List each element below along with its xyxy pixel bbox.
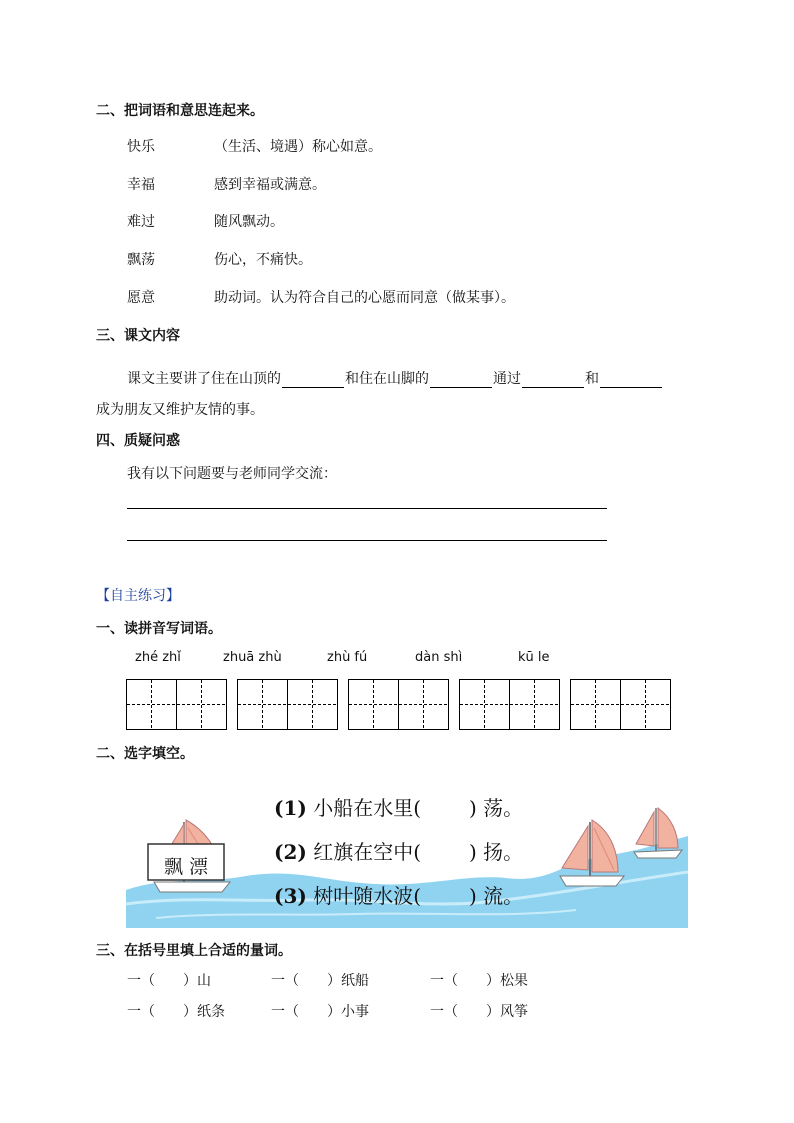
content-sentence — [127, 368, 663, 388]
match-meaning: 随风飘动。 — [214, 214, 284, 230]
answer-line[interactable] — [127, 508, 607, 509]
match-meaning: （生活、境遇）称心如意。 — [214, 139, 382, 155]
section-heading-pinyin: 一、读拼音写词语。 — [96, 621, 222, 637]
sentence-before: 树叶随水波( — [313, 884, 422, 908]
sentence-number: (3) — [274, 884, 307, 908]
choose-sign-text: 飘 漂 — [163, 856, 209, 878]
writing-grid[interactable] — [570, 679, 670, 729]
match-meaning: 伤心，不痛快。 — [214, 252, 312, 268]
content-sentence-end: 成为朋友又维护友情的事。 — [96, 402, 264, 418]
measure-item[interactable]: 一（ ）纸船 — [271, 973, 369, 989]
fill-blank[interactable] — [600, 373, 662, 388]
sentence-number: (2) — [274, 840, 307, 864]
measure-item[interactable]: 一（ ）风筝 — [430, 1004, 528, 1020]
match-meaning: 助动词。认为符合自己的心愿而同意（做某事）。 — [214, 290, 515, 306]
content-text: 通过 — [493, 371, 521, 387]
match-word: 难过 — [127, 214, 155, 230]
answer-line[interactable] — [127, 540, 607, 541]
fill-blank[interactable] — [430, 373, 492, 388]
choose-sentence — [274, 836, 523, 865]
fill-blank[interactable] — [522, 373, 584, 388]
measure-item[interactable]: 一（ ）小事 — [271, 1004, 369, 1020]
content-text: 和住在山脚的 — [345, 371, 429, 387]
sentence-after: ) 荡。 — [469, 796, 524, 820]
content-text: 课文主要讲了住在山顶的 — [127, 371, 281, 387]
choose-illustration — [126, 772, 688, 928]
sentence-number: (1) — [274, 796, 307, 820]
section-heading-choose: 二、选字填空。 — [96, 746, 194, 762]
match-word: 飘荡 — [127, 252, 155, 268]
section-heading-content: 三、课文内容 — [96, 328, 180, 344]
pinyin-label: dàn shì — [415, 650, 463, 665]
match-word: 愿意 — [127, 290, 155, 306]
writing-grid[interactable] — [459, 679, 559, 729]
questions-prompt: 我有以下问题要与老师同学交流： — [127, 466, 337, 482]
writing-grid[interactable] — [126, 679, 226, 729]
measure-item[interactable]: 一（ ）山 — [127, 973, 211, 989]
pinyin-label: zhuā zhù — [223, 650, 282, 665]
writing-grid[interactable] — [348, 679, 448, 729]
sentence-before: 红旗在空中( — [313, 840, 422, 864]
match-word: 幸福 — [127, 177, 155, 193]
content-text: 和 — [585, 371, 599, 387]
match-meaning: 感到幸福或满意。 — [214, 177, 326, 193]
section-heading-match: 二、把词语和意思连起来。 — [96, 103, 264, 119]
measure-item[interactable]: 一（ ）纸条 — [127, 1004, 225, 1020]
sentence-after: ) 扬。 — [469, 840, 524, 864]
choose-sentence — [274, 880, 523, 909]
measure-item[interactable]: 一（ ）松果 — [430, 973, 528, 989]
match-word: 快乐 — [127, 139, 155, 155]
choose-sentence — [274, 792, 523, 821]
pinyin-label: zhé zhǐ — [135, 650, 181, 665]
sentence-after: ) 流。 — [469, 884, 524, 908]
sentence-before: 小船在水里( — [313, 796, 422, 820]
pinyin-label: kū le — [518, 650, 550, 665]
section-heading-measure: 三、在括号里填上合适的量词。 — [96, 943, 292, 959]
pinyin-label: zhù fú — [327, 650, 368, 665]
fill-blank[interactable] — [282, 373, 344, 388]
section-heading-questions: 四、质疑问惑 — [96, 433, 180, 449]
writing-grid[interactable] — [237, 679, 337, 729]
practice-title: 【自主练习】 — [96, 588, 180, 604]
